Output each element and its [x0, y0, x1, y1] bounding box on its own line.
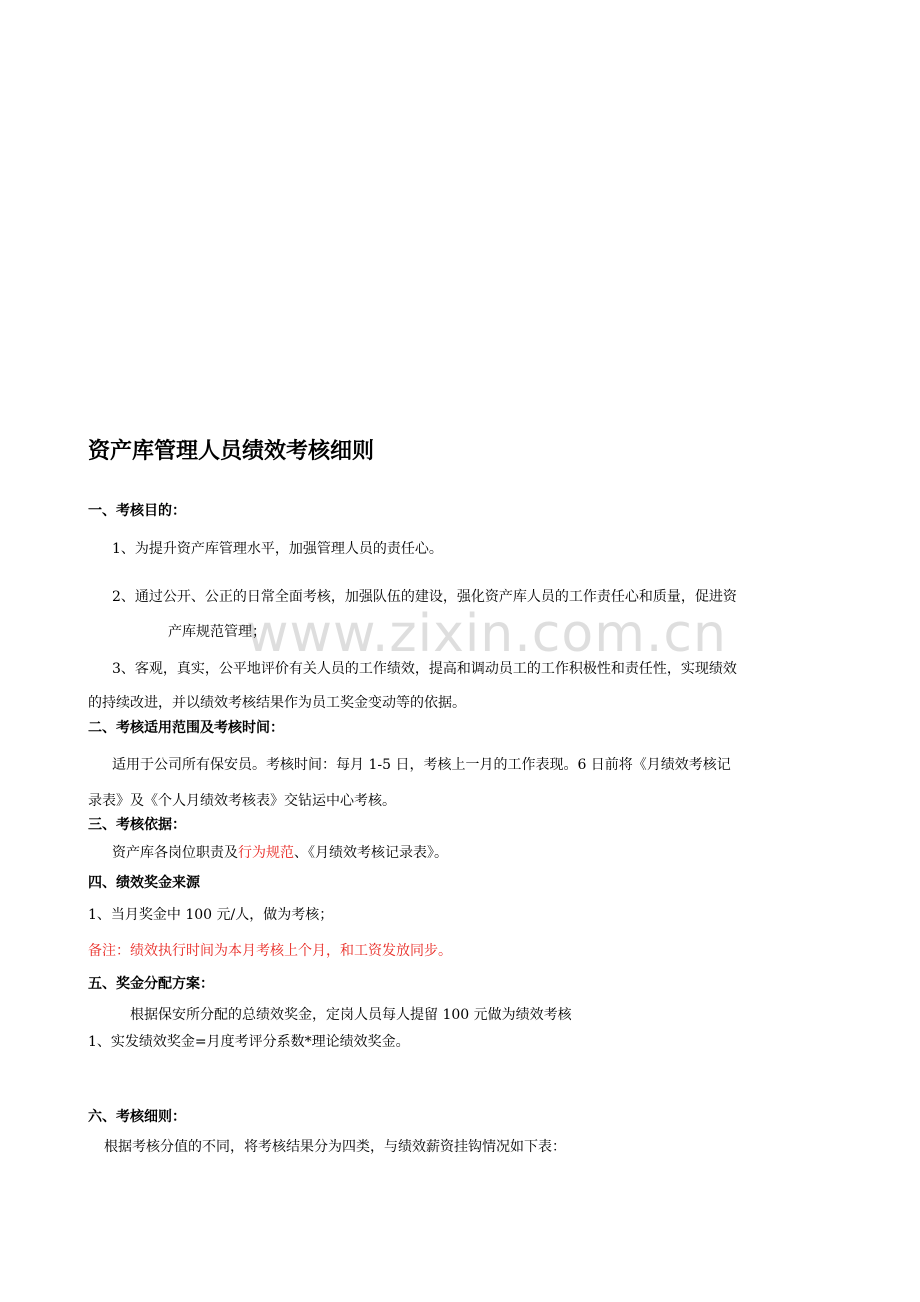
- section-1-item-3-line-1: 3、客观，真实，公平地评价有关人员的工作绩效，提高和调动员工的工作积极性和责任性，实现绩效: [112, 661, 737, 677]
- section-2-line-1: 适用于公司所有保安员。考核时间：每月 1-5 日，考核上一月的工作表现。6 日前将《月绩效考核记: [112, 757, 731, 773]
- section-4-note: 备注：绩效执行时间为本月考核上个月，和工资发放同步。: [88, 943, 452, 959]
- section-3-text: [112, 842, 448, 862]
- document-title: 资产库管理人员绩效考核细则: [88, 439, 375, 464]
- section-1-item-2-line-1: 2、通过公开、公正的日常全面考核，加强队伍的建设，强化资产库人员的工作责任心和质量，促进资: [112, 589, 737, 605]
- section-1-item-3-line-2: 的持续改进，并以绩效考核结果作为员工奖金变动等的依据。: [88, 695, 466, 711]
- section-1-item-1: 1、为提升资产库管理水平，加强管理人员的责任心。: [112, 541, 443, 557]
- section-3-text-b: 、《月绩效考核记录表》。: [294, 845, 448, 861]
- section-3-heading: 三、考核依据：: [88, 817, 186, 833]
- section-3-text-a: 资产库各岗位职责及: [112, 845, 238, 861]
- section-3-text-highlight: 行为规范: [238, 845, 294, 861]
- section-5-line-1: 根据保安所分配的总绩效奖金，定岗人员每人提留 100 元做为绩效考核: [130, 1007, 572, 1023]
- section-5-item-1: 1、实发绩效奖金=月度考评分系数*理论绩效奖金。: [88, 1034, 410, 1050]
- section-1-heading: 一、考核目的：: [88, 503, 186, 519]
- section-1-item-2-line-2: 产库规范管理；: [168, 624, 266, 640]
- section-2-heading: 二、考核适用范围及考核时间：: [88, 720, 284, 736]
- section-2-line-2: 录表》及《个人月绩效考核表》交钻运中心考核。: [88, 793, 396, 809]
- section-4-heading: 四、绩效奖金来源: [88, 875, 200, 891]
- section-6-line-1: 根据考核分值的不同，将考核结果分为四类，与绩效薪资挂钩情况如下表：: [104, 1139, 566, 1155]
- watermark: www.zixin.com.cn: [246, 604, 727, 664]
- section-5-heading: 五、奖金分配方案：: [88, 976, 214, 992]
- section-4-item-1: 1、当月奖金中 100 元/人，做为考核；: [88, 907, 334, 923]
- section-6-heading: 六、考核细则：: [88, 1109, 186, 1125]
